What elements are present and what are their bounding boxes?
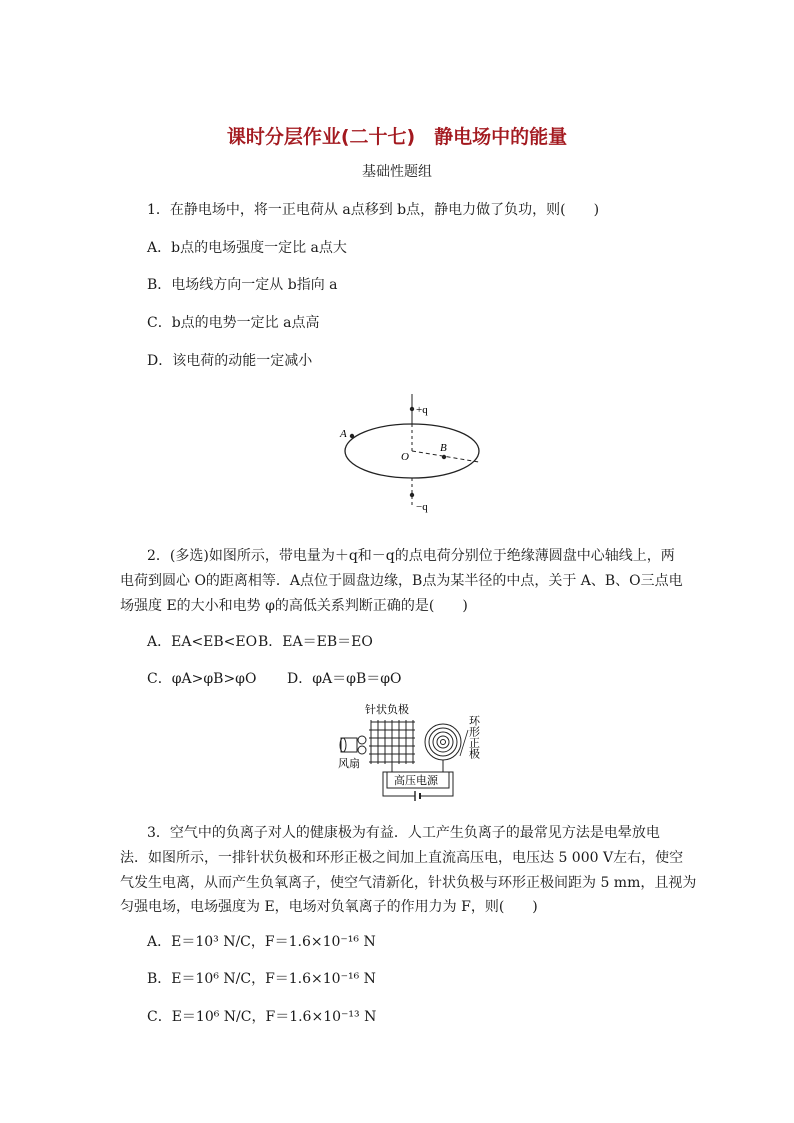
q3-option-c: C．E＝10⁶ N/C，F＝1.6×10⁻¹³ N <box>147 1009 377 1025</box>
q1-option-d: D．该电荷的动能一定减小 <box>147 353 313 369</box>
section-heading: 基础性题组 <box>362 164 432 180</box>
point-a-dot <box>350 434 354 438</box>
q3-stem-line3: 气发生电离，从而产生负氧离子，使空气清新化，针状负极与环形正极间距为 5 mm，且视为 <box>120 875 697 891</box>
q3-option-a: A．E＝10³ N/C，F＝1.6×10⁻¹⁶ N <box>147 934 376 950</box>
fan-body <box>341 738 357 752</box>
corona-discharge-figure <box>335 700 485 802</box>
q3-option-b: B．E＝10⁶ N/C，F＝1.6×10⁻¹⁶ N <box>147 971 376 987</box>
ring-electrode <box>425 724 461 760</box>
q3-stem-line4: 匀强电场，电场强度为 E，电场对负氧离子的作用力为 F，则( ) <box>120 899 538 915</box>
q2-option-b: B．EA＝EB＝EO <box>258 634 373 650</box>
minus-q-label: −q <box>416 501 428 513</box>
label-b: B <box>440 442 447 454</box>
fan-label: 风扇 <box>338 757 360 770</box>
q2-option-a: A．EA<EB<EO <box>147 634 258 650</box>
q2-option-d: D．φA＝φB＝φO <box>287 671 402 687</box>
label-a: A <box>340 428 347 440</box>
needle-grid <box>369 720 415 764</box>
q2-stem-line2: 电荷到圆心 O的距离相等．A点位于圆盘边缘，B点为某半径的中点，关于 A、B、O三点电 <box>120 573 683 589</box>
q3-stem-line2: 法．如图所示，一排针状负极和环形正极之间加上直流高压电，电压达 5 000 V左右，使空 <box>120 850 684 866</box>
minus-charge-dot <box>410 493 414 497</box>
fan-blade-2 <box>358 746 366 754</box>
q2-stem-line1: 2．(多选)如图所示，带电量为＋q和－q的点电荷分别位于绝缘薄圆盘中心轴线上，两 <box>147 548 675 564</box>
q1-option-c: C．b点的电势一定比 a点高 <box>147 315 320 331</box>
plus-charge-dot <box>410 407 414 411</box>
point-b-dot <box>442 455 446 459</box>
needle-electrode-label: 针状负极 <box>365 703 409 716</box>
fan-blade-1 <box>358 736 366 744</box>
page-title: 课时分层作业(二十七) 静电场中的能量 <box>226 126 568 148</box>
power-source-label: 高压电源 <box>394 774 438 787</box>
q1-option-a: A．b点的电场强度一定比 a点大 <box>147 240 347 256</box>
disk-charge-figure <box>330 388 500 520</box>
q2-option-c: C．φA>φB>φO <box>147 671 257 687</box>
ring-electrode-label: 环形正极 <box>467 715 481 759</box>
label-o: O <box>401 451 409 463</box>
q3-stem-line1: 3．空气中的负离子对人的健康极为有益．人工产生负离子的最常见方法是电晕放电 <box>147 825 660 841</box>
q1-option-b: B．电场线方向一定从 b指向 a <box>147 277 338 293</box>
q1-stem: 1．在静电场中，将一正电荷从 a点移到 b点，静电力做了负功，则( ) <box>147 202 600 218</box>
plus-q-label: +q <box>416 404 428 416</box>
q2-stem-line3: 场强度 E的大小和电势 φ的高低关系判断正确的是( ) <box>120 598 468 614</box>
